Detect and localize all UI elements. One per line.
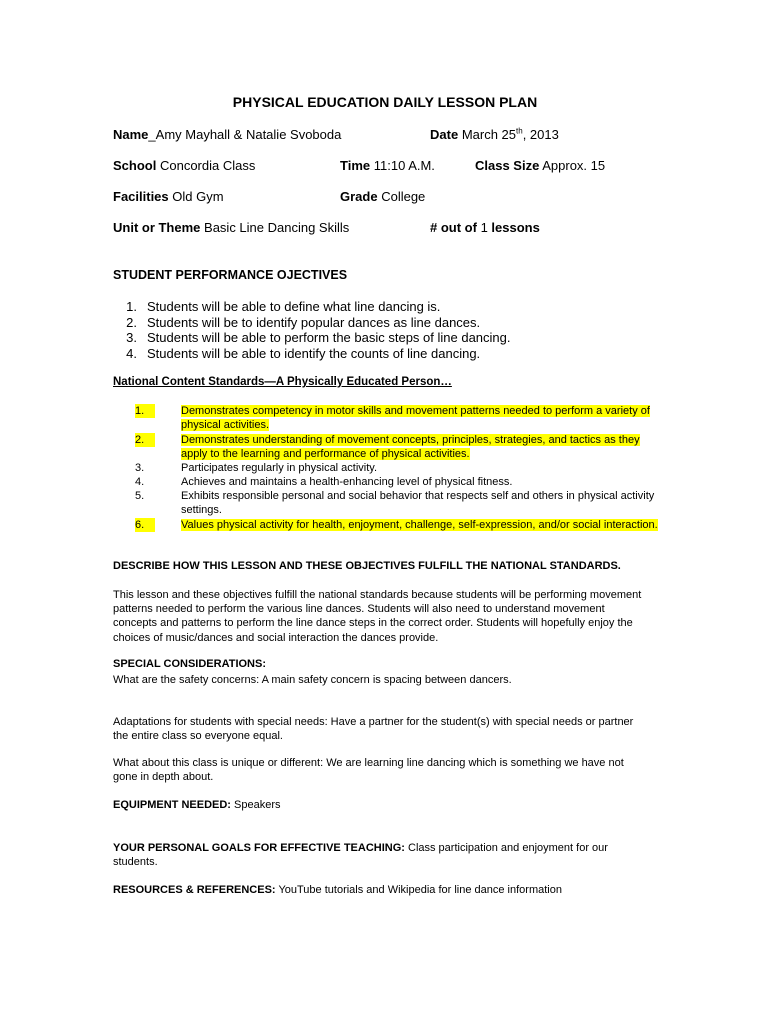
equipment-value: Speakers: [234, 799, 281, 811]
class-size-field: [475, 158, 605, 173]
time-label: Time: [340, 158, 371, 173]
lessons-label-a: # out of: [430, 220, 477, 235]
objective-item: 3. Students will be able to perform the basic steps of line dancing.: [126, 330, 511, 345]
school-value: Concordia Class: [159, 158, 256, 173]
class-size-label: Class Size: [475, 158, 540, 173]
resources-label: RESOURCES & REFERENCES:: [113, 884, 276, 896]
objective-item: 1. Students will be able to define what line dancing is.: [126, 299, 441, 314]
class-size-value: Approx. 15: [542, 158, 606, 173]
name-value: _Amy Mayhall & Natalie Svoboda: [148, 127, 342, 142]
lessons-value: 1: [480, 220, 488, 235]
page-title: PHYSICAL EDUCATION DAILY LESSON PLAN: [232, 94, 538, 110]
grade-field: [340, 189, 425, 204]
name-label: Name: [113, 127, 149, 142]
objectives-heading: STUDENT PERFORMANCE OJECTIVES: [113, 268, 348, 282]
lesson-plan-page: PHYSICAL EDUCATION DAILY LESSON PLAN Name_Amy Mayhall & Natalie Svoboda Date March 25th, 2013 School Concordia Class Time 11:10 A.M. Class Size Approx. 15 Facilities Old Gym Grade College Unit or Theme Basic Line Dancing Skills # out of 1 lessons STUDENT PERFORMANCE OJECTIVES 1. Students will be able to define what line dancing is. 2. Students will be to identify popular dances as line dances. 3. Students will be able to perform the basic steps of line dancing. 4. Students will be able to identify the counts of line dancing. National Content Standards—A Physically Educated Person… 1. Demonstrates competency in motor skills and movement patterns needed to perform a variety of physical activities. 2. Demonstrates understanding of movement concepts, principles, strategies, and tactics as they apply to the learning and performance of physical activities. 3. Participates regularly in physical activity. 4. Achieves and maintains a health-enhancing level of physical fitness. 5. Exhibits responsible personal and social behavior that respects self and others in physical activity settings. 6. Values physical activity for health, enjoyment, challenge, self-expression, and/or social interaction. DESCRIBE HOW THIS LESSON AND THESE OBJECTIVES FULFILL THE NATIONAL STANDARDS. This lesson and these objectives fulfill the national standards because students will be performing movement patterns needed to perform the various line dances. Students will also need to understand movement concepts and patterns to perform the line dance steps in the correct order. Students will hopefully enjoy the choices of music/dances and social interaction the dances provide. SPECIAL CONSIDERATIONS: What are the safety concerns: A main safety concern is spacing between dancers. Adaptations for students with special needs: Have a partner for the student(s) with special needs or partner the entire class so everyone equal. What about this class is unique or different: We are learning line dancing which is something we have not gone in depth about. EQUIPMENT NEEDED: Speakers YOUR PERSONAL GOALS FOR EFFECTIVE TEACHING: Class participation and enjoyment for our students. RESOURCES & REFERENCES: YouTube tutorials and Wikipedia for line dance information: [0, 0, 770, 1024]
adaptations-text: Adaptations for students with special needs: Have a partner for the student(s) with special needs or partner the entire class so everyone equal.: [113, 716, 634, 743]
grade-value: College: [381, 189, 426, 204]
time-field: [340, 158, 435, 173]
name-field: [113, 127, 341, 142]
special-heading: SPECIAL CONSIDERATIONS:: [113, 658, 266, 670]
describe-body: This lesson and these objectives fulfill the national standards because students will be performing movement patterns needed to perform the various line dances. Students will also need to understand movement concepts and patterns to perform the line dance steps in the correct order. Students will hopefully enjoy the choices of music/dances and social interaction the dances provide.: [113, 589, 642, 644]
facilities-label: Facilities: [113, 189, 169, 204]
unit-value: Basic Line Dancing Skills: [204, 220, 350, 235]
unique-text: What about this class is unique or different: We are learning line dancing which is something we have not gone in depth about.: [113, 757, 624, 784]
objective-item: 4. Students will be able to identify the counts of line dancing.: [126, 346, 481, 361]
resources-field: [113, 883, 643, 897]
time-value: 11:10 A.M.: [373, 158, 435, 173]
date-field: [430, 127, 559, 142]
standards-heading: National Content Standards—A Physically Educated Person…: [113, 376, 452, 388]
date-value: March 25th, 2013: [461, 126, 559, 142]
equipment-label: EQUIPMENT NEEDED:: [113, 799, 231, 811]
unit-label: Unit or Theme: [113, 220, 201, 235]
school-label: School: [113, 158, 157, 173]
unit-field: [113, 220, 349, 235]
goals-label: YOUR PERSONAL GOALS FOR EFFECTIVE TEACHING:: [113, 842, 405, 854]
facilities-field: [113, 189, 224, 204]
lessons-label-b: lessons: [491, 220, 540, 235]
grade-label: Grade: [340, 189, 378, 204]
school-field: [113, 158, 255, 173]
describe-heading: DESCRIBE HOW THIS LESSON AND THESE OBJECTIVES FULFILL THE NATIONAL STANDARDS.: [113, 560, 621, 572]
equipment-field: [113, 798, 643, 812]
facilities-value: Old Gym: [172, 189, 224, 204]
safety-text: What are the safety concerns: A main safety concern is spacing between dancers.: [113, 674, 512, 686]
goals-field: [113, 841, 643, 869]
resources-value: YouTube tutorials and Wikipedia for line dance information: [278, 884, 562, 896]
date-label: Date: [430, 127, 459, 142]
lessons-field: [430, 220, 540, 235]
goals-value: Class participation and enjoyment for our students.: [113, 842, 608, 869]
objective-item: 2. Students will be to identify popular dances as line dances.: [126, 315, 481, 330]
